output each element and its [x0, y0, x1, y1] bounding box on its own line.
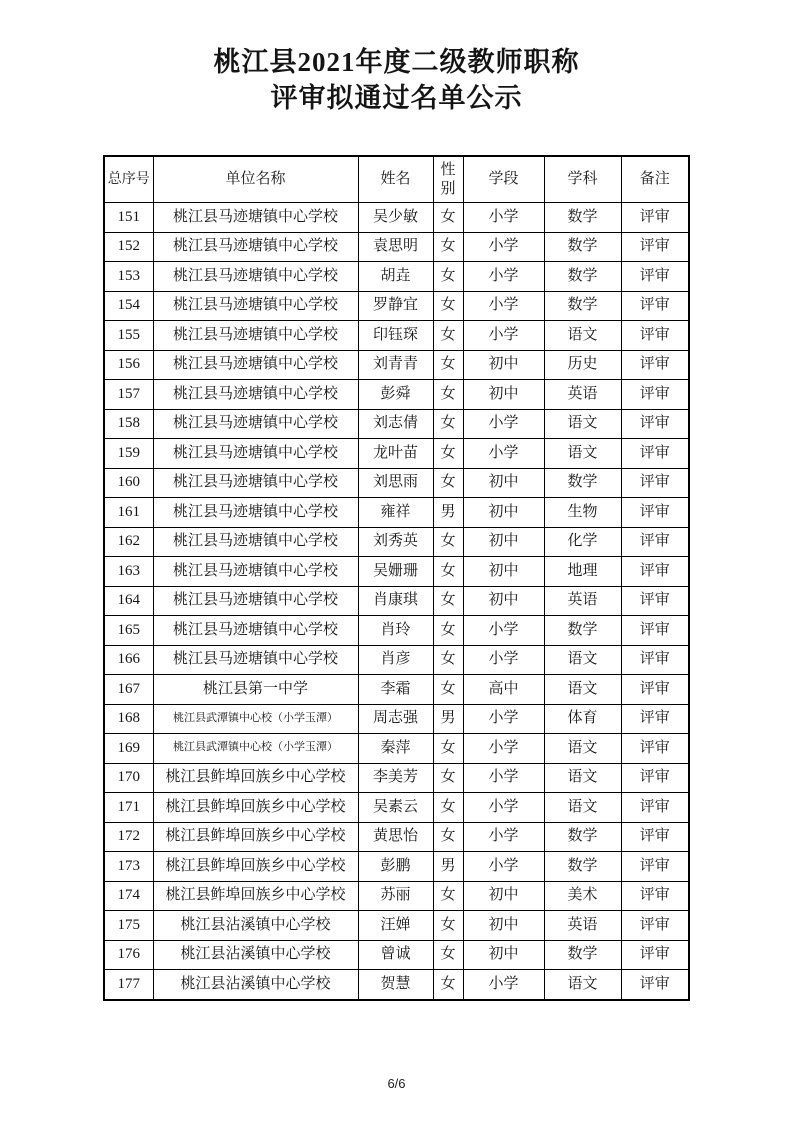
cell-name: 肖彦: [358, 645, 433, 675]
page-number: 6/6: [387, 1076, 406, 1091]
cell-name: 肖玲: [358, 616, 433, 646]
cell-name: 吴素云: [358, 793, 433, 823]
table-row: [104, 439, 689, 469]
cell-stage: 初中: [463, 881, 544, 911]
cell-subject: 化学: [544, 527, 621, 557]
cell-serial: 175: [104, 911, 153, 941]
cell-subject: 数学: [544, 616, 621, 646]
cell-gender: 男: [433, 498, 463, 528]
column-header-serial: 总序号: [104, 156, 153, 203]
cell-name: 刘秀英: [358, 527, 433, 557]
cell-gender: 女: [433, 822, 463, 852]
cell-unit: 桃江县武潭镇中心校（小学玉潭）: [153, 704, 358, 734]
cell-stage: 小学: [463, 232, 544, 262]
cell-name: 雍祥: [358, 498, 433, 528]
cell-subject: 语文: [544, 439, 621, 469]
cell-name: 罗静宜: [358, 291, 433, 321]
table-row: [104, 616, 689, 646]
cell-serial: 154: [104, 291, 153, 321]
table-body: [104, 203, 689, 1000]
cell-subject: 数学: [544, 232, 621, 262]
cell-unit: 桃江县马迹塘镇中心学校: [153, 350, 358, 380]
cell-unit: 桃江县马迹塘镇中心学校: [153, 586, 358, 616]
cell-name: 袁思明: [358, 232, 433, 262]
table-row: [104, 822, 689, 852]
cell-serial: 174: [104, 881, 153, 911]
cell-stage: 高中: [463, 675, 544, 705]
cell-name: 汪婵: [358, 911, 433, 941]
cell-serial: 151: [104, 203, 153, 233]
cell-serial: 167: [104, 675, 153, 705]
cell-note: 评审: [621, 940, 689, 970]
cell-note: 评审: [621, 616, 689, 646]
cell-subject: 英语: [544, 911, 621, 941]
cell-serial: 176: [104, 940, 153, 970]
cell-gender: 女: [433, 232, 463, 262]
cell-note: 评审: [621, 793, 689, 823]
cell-gender: 女: [433, 203, 463, 233]
cell-stage: 小学: [463, 321, 544, 351]
cell-note: 评审: [621, 350, 689, 380]
table-row: [104, 321, 689, 351]
cell-note: 评审: [621, 557, 689, 587]
cell-serial: 164: [104, 586, 153, 616]
cell-name: 彭舜: [358, 380, 433, 410]
table-row: [104, 734, 689, 764]
cell-subject: 体育: [544, 704, 621, 734]
cell-unit: 桃江县马迹塘镇中心学校: [153, 409, 358, 439]
table-row: [104, 557, 689, 587]
cell-serial: 171: [104, 793, 153, 823]
cell-name: 黄思怡: [358, 822, 433, 852]
cell-stage: 初中: [463, 586, 544, 616]
cell-gender: 女: [433, 557, 463, 587]
cell-unit: 桃江县马迹塘镇中心学校: [153, 321, 358, 351]
cell-name: 李霜: [358, 675, 433, 705]
cell-subject: 语文: [544, 645, 621, 675]
cell-note: 评审: [621, 852, 689, 882]
cell-note: 评审: [621, 704, 689, 734]
table-row: [104, 793, 689, 823]
cell-subject: 数学: [544, 822, 621, 852]
cell-name: 周志强: [358, 704, 433, 734]
cell-gender: 女: [433, 586, 463, 616]
cell-subject: 数学: [544, 262, 621, 292]
cell-note: 评审: [621, 970, 689, 1000]
table-row: [104, 586, 689, 616]
cell-serial: 152: [104, 232, 153, 262]
cell-gender: 女: [433, 940, 463, 970]
cell-stage: 初中: [463, 940, 544, 970]
cell-subject: 英语: [544, 586, 621, 616]
cell-subject: 数学: [544, 852, 621, 882]
cell-name: 苏丽: [358, 881, 433, 911]
cell-unit: 桃江县马迹塘镇中心学校: [153, 439, 358, 469]
table-row: [104, 763, 689, 793]
cell-stage: 小学: [463, 822, 544, 852]
cell-serial: 161: [104, 498, 153, 528]
cell-note: 评审: [621, 527, 689, 557]
cell-subject: 数学: [544, 940, 621, 970]
cell-note: 评审: [621, 911, 689, 941]
cell-gender: 女: [433, 881, 463, 911]
column-header-stage: 学段: [463, 156, 544, 203]
cell-unit: 桃江县沾溪镇中心学校: [153, 940, 358, 970]
table-row: [104, 911, 689, 941]
cell-serial: 153: [104, 262, 153, 292]
cell-serial: 165: [104, 616, 153, 646]
cell-note: 评审: [621, 675, 689, 705]
cell-subject: 历史: [544, 350, 621, 380]
cell-note: 评审: [621, 409, 689, 439]
cell-stage: 小学: [463, 645, 544, 675]
cell-stage: 小学: [463, 439, 544, 469]
cell-subject: 数学: [544, 468, 621, 498]
cell-gender: 女: [433, 409, 463, 439]
cell-name: 胡垚: [358, 262, 433, 292]
cell-serial: 159: [104, 439, 153, 469]
cell-note: 评审: [621, 232, 689, 262]
cell-serial: 166: [104, 645, 153, 675]
cell-stage: 小学: [463, 291, 544, 321]
cell-subject: 英语: [544, 380, 621, 410]
cell-stage: 初中: [463, 557, 544, 587]
cell-serial: 172: [104, 822, 153, 852]
cell-stage: 小学: [463, 734, 544, 764]
cell-gender: 女: [433, 262, 463, 292]
cell-gender: 女: [433, 734, 463, 764]
table-row: [104, 675, 689, 705]
cell-stage: 小学: [463, 409, 544, 439]
table-row: [104, 291, 689, 321]
cell-name: 肖康琪: [358, 586, 433, 616]
cell-gender: 女: [433, 350, 463, 380]
cell-subject: 语文: [544, 734, 621, 764]
table-row: [104, 527, 689, 557]
cell-unit: 桃江县马迹塘镇中心学校: [153, 527, 358, 557]
cell-gender: 女: [433, 616, 463, 646]
title-line-1: 桃江县2021年度二级教师职称: [213, 47, 580, 77]
cell-subject: 语文: [544, 409, 621, 439]
table-row: [104, 380, 689, 410]
column-header-name: 姓名: [358, 156, 433, 203]
cell-unit: 桃江县马迹塘镇中心学校: [153, 557, 358, 587]
cell-note: 评审: [621, 881, 689, 911]
table-row: [104, 970, 689, 1000]
cell-unit: 桃江县武潭镇中心校（小学玉潭）: [153, 734, 358, 764]
cell-unit: 桃江县马迹塘镇中心学校: [153, 232, 358, 262]
table-row: [104, 350, 689, 380]
cell-name: 吴少敏: [358, 203, 433, 233]
cell-unit: 桃江县鲊埠回族乡中心学校: [153, 852, 358, 882]
cell-note: 评审: [621, 262, 689, 292]
cell-stage: 初中: [463, 527, 544, 557]
cell-gender: 女: [433, 763, 463, 793]
cell-note: 评审: [621, 291, 689, 321]
table-row: [104, 203, 689, 233]
cell-note: 评审: [621, 498, 689, 528]
cell-serial: 169: [104, 734, 153, 764]
cell-stage: 小学: [463, 852, 544, 882]
cell-unit: 桃江县沾溪镇中心学校: [153, 970, 358, 1000]
cell-stage: 小学: [463, 793, 544, 823]
table-row: [104, 940, 689, 970]
cell-stage: 初中: [463, 380, 544, 410]
title-line-2: 评审拟通过名单公示: [270, 83, 523, 113]
cell-unit: 桃江县鲊埠回族乡中心学校: [153, 822, 358, 852]
cell-serial: 177: [104, 970, 153, 1000]
cell-serial: 162: [104, 527, 153, 557]
cell-unit: 桃江县马迹塘镇中心学校: [153, 380, 358, 410]
column-header-unit: 单位名称: [153, 156, 358, 203]
cell-gender: 女: [433, 380, 463, 410]
cell-name: 龙叶苗: [358, 439, 433, 469]
cell-name: 贺慧: [358, 970, 433, 1000]
cell-stage: 初中: [463, 911, 544, 941]
cell-serial: 158: [104, 409, 153, 439]
table-row: [104, 468, 689, 498]
table-header: [104, 156, 689, 203]
cell-gender: 女: [433, 439, 463, 469]
cell-gender: 女: [433, 675, 463, 705]
column-header-gender: 性别: [433, 156, 463, 203]
cell-name: 印钰琛: [358, 321, 433, 351]
cell-name: 曾诚: [358, 940, 433, 970]
cell-gender: 女: [433, 970, 463, 1000]
cell-gender: 女: [433, 291, 463, 321]
cell-note: 评审: [621, 734, 689, 764]
cell-unit: 桃江县鲊埠回族乡中心学校: [153, 763, 358, 793]
table-row: [104, 498, 689, 528]
page-title: [0, 44, 793, 116]
cell-note: 评审: [621, 439, 689, 469]
cell-stage: 初中: [463, 498, 544, 528]
cell-gender: 女: [433, 911, 463, 941]
cell-subject: 语文: [544, 321, 621, 351]
table-row: [104, 409, 689, 439]
cell-stage: 小学: [463, 763, 544, 793]
cell-name: 刘思雨: [358, 468, 433, 498]
header-row: [104, 156, 689, 203]
cell-note: 评审: [621, 203, 689, 233]
cell-unit: 桃江县马迹塘镇中心学校: [153, 291, 358, 321]
cell-subject: 语文: [544, 763, 621, 793]
cell-unit: 桃江县马迹塘镇中心学校: [153, 645, 358, 675]
cell-stage: 小学: [463, 262, 544, 292]
cell-serial: 156: [104, 350, 153, 380]
cell-gender: 女: [433, 468, 463, 498]
cell-stage: 小学: [463, 704, 544, 734]
table-row: [104, 852, 689, 882]
cell-serial: 168: [104, 704, 153, 734]
cell-note: 评审: [621, 586, 689, 616]
cell-unit: 桃江县马迹塘镇中心学校: [153, 468, 358, 498]
teacher-roster-table: [103, 155, 690, 1001]
cell-name: 秦萍: [358, 734, 433, 764]
cell-serial: 170: [104, 763, 153, 793]
cell-name: 刘青青: [358, 350, 433, 380]
cell-stage: 小学: [463, 203, 544, 233]
cell-gender: 男: [433, 704, 463, 734]
table-row: [104, 645, 689, 675]
cell-note: 评审: [621, 321, 689, 351]
cell-unit: 桃江县马迹塘镇中心学校: [153, 203, 358, 233]
column-header-note: 备注: [621, 156, 689, 203]
cell-note: 评审: [621, 468, 689, 498]
cell-name: 彭鹏: [358, 852, 433, 882]
table-row: [104, 232, 689, 262]
cell-unit: 桃江县鲊埠回族乡中心学校: [153, 793, 358, 823]
cell-gender: 女: [433, 527, 463, 557]
cell-unit: 桃江县马迹塘镇中心学校: [153, 262, 358, 292]
cell-subject: 语文: [544, 793, 621, 823]
cell-stage: 初中: [463, 468, 544, 498]
cell-name: 刘志倩: [358, 409, 433, 439]
cell-note: 评审: [621, 380, 689, 410]
cell-subject: 美术: [544, 881, 621, 911]
cell-name: 吴姗珊: [358, 557, 433, 587]
cell-serial: 173: [104, 852, 153, 882]
cell-gender: 女: [433, 645, 463, 675]
cell-stage: 小学: [463, 970, 544, 1000]
cell-unit: 桃江县第一中学: [153, 675, 358, 705]
cell-serial: 163: [104, 557, 153, 587]
cell-note: 评审: [621, 645, 689, 675]
cell-subject: 数学: [544, 291, 621, 321]
cell-stage: 初中: [463, 350, 544, 380]
cell-unit: 桃江县鲊埠回族乡中心学校: [153, 881, 358, 911]
cell-subject: 生物: [544, 498, 621, 528]
cell-serial: 157: [104, 380, 153, 410]
cell-serial: 155: [104, 321, 153, 351]
cell-unit: 桃江县沾溪镇中心学校: [153, 911, 358, 941]
column-header-subject: 学科: [544, 156, 621, 203]
cell-unit: 桃江县马迹塘镇中心学校: [153, 498, 358, 528]
cell-subject: 语文: [544, 970, 621, 1000]
table-row: [104, 881, 689, 911]
cell-unit: 桃江县马迹塘镇中心学校: [153, 616, 358, 646]
cell-subject: 地理: [544, 557, 621, 587]
cell-subject: 数学: [544, 203, 621, 233]
cell-name: 李美芳: [358, 763, 433, 793]
cell-gender: 女: [433, 793, 463, 823]
cell-gender: 男: [433, 852, 463, 882]
table-row: [104, 704, 689, 734]
cell-note: 评审: [621, 763, 689, 793]
table-row: [104, 262, 689, 292]
cell-stage: 小学: [463, 616, 544, 646]
cell-serial: 160: [104, 468, 153, 498]
cell-gender: 女: [433, 321, 463, 351]
cell-note: 评审: [621, 822, 689, 852]
cell-subject: 语文: [544, 675, 621, 705]
